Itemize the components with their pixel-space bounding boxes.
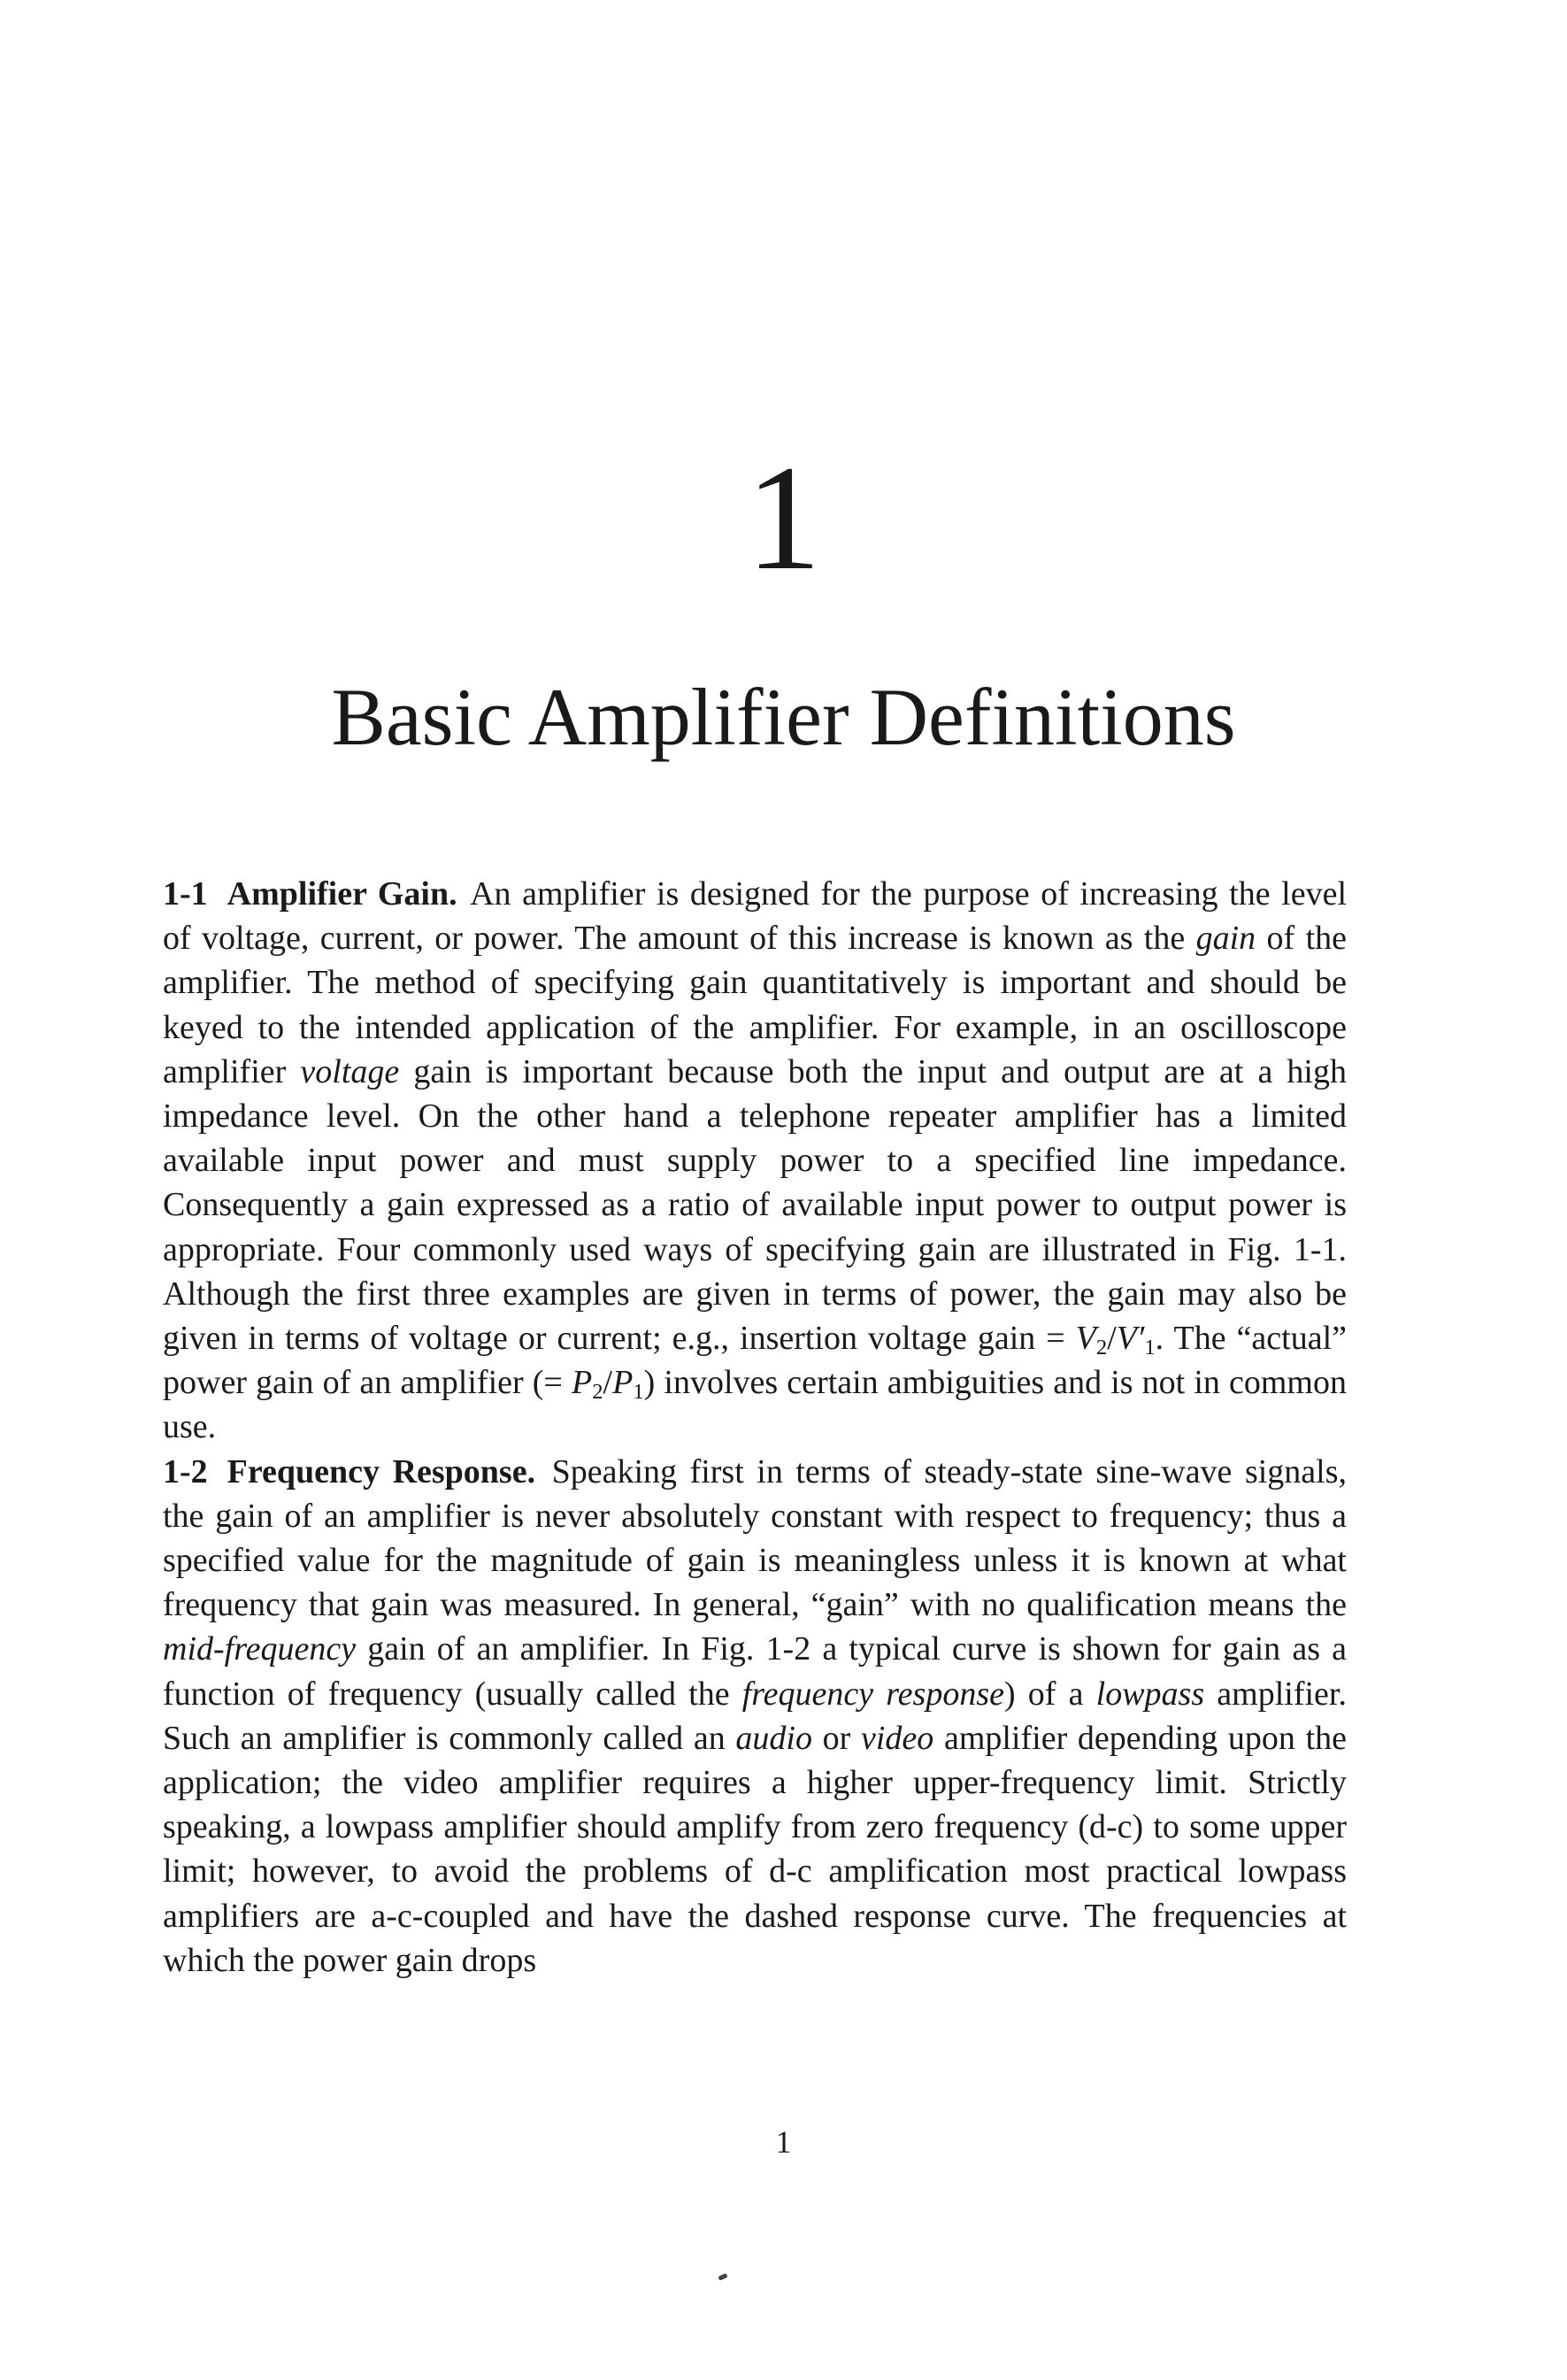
emphasis: mid-frequency xyxy=(163,1630,357,1668)
paragraph-text: gain of an amplifier. In Fig. 1-2 a typical curve is shown for gain as a function of frequency (usually called the xyxy=(163,1630,1347,1713)
math-symbol: V′ xyxy=(1116,1320,1145,1358)
math-expression xyxy=(1075,1320,1156,1360)
paragraph-text: of the amplifier. The method of specifying gain quantitatively is important and should be keyed to the intended application of the amplifier. For example, in an oscilloscope amplifier xyxy=(163,920,1347,1090)
paragraph-text: An amplifier is designed for the purpose of increasing the level of voltage, current, or power. The amount of this increase is known as the xyxy=(163,875,1348,958)
math-subscript: 1 xyxy=(1144,1336,1156,1360)
paragraph-text: amplifier. Such an amplifier is commonly called an xyxy=(163,1675,1347,1757)
body-text xyxy=(163,872,1347,1983)
section-1-1 xyxy=(163,872,1347,1450)
emphasis: audio xyxy=(735,1719,812,1757)
paragraph-text: Speaking first in terms of steady-state sine-wave signals, the gain of an amplifier is never absolutely constant with respect to frequency; thus a specified value for the magnitude of gain is meaningless unless it is known at what frequency that gain was measured. In general, “gain” with no qualification means the xyxy=(163,1452,1347,1624)
math-operator: / xyxy=(1107,1320,1117,1358)
math-subscript: 1 xyxy=(633,1380,644,1405)
section-title: Frequency Response. xyxy=(227,1452,536,1490)
page-number: 1 xyxy=(775,2124,792,2160)
paragraph-text: gain is important because both the input and output are at a high impedance level. On the other hand a telephone repeater amplifier has a limited available input power and must supply power to a specified line impedance. Consequently a gain expressed as a ratio of available input power to output power is appropriate. Four commonly used ways of specifying gain are illustrated in Fig. 1-1. Although the first three examples are given in terms of power, the gain may also be given in terms of voltage or current; e.g., insertion voltage gain = xyxy=(163,1052,1347,1358)
emphasis: video xyxy=(860,1719,934,1757)
chapter-title: Basic Amplifier Definitions xyxy=(331,672,1236,762)
math-expression xyxy=(571,1364,644,1405)
paragraph-text: . The “actual” power gain of an amplifier (= xyxy=(163,1320,1347,1402)
math-symbol: V xyxy=(1075,1320,1096,1358)
paragraph-text: ) involves certain ambiguities and is not in common use. xyxy=(163,1364,1347,1446)
emphasis: lowpass xyxy=(1095,1675,1205,1713)
math-subscript: 2 xyxy=(592,1380,603,1405)
chapter-number: 1 xyxy=(746,435,821,601)
math-symbol: P xyxy=(612,1364,634,1402)
paragraph-text: ) of a xyxy=(1003,1675,1096,1713)
print-speck xyxy=(718,2273,727,2281)
math-symbol: P xyxy=(571,1364,593,1402)
paragraph-text: amplifier depending upon the application; the video amplifier requires a higher upper-frequency limit. Strictly speaking, a lowpass amplifier should amplify from zero frequency (d-c) to some upper limit; however, to avoid the problems of d-c amplification most practical lowpass amplifiers are a-c-coupled and have the dashed response curve. The frequencies at which the power gain drops xyxy=(163,1719,1347,1979)
section-1-2 xyxy=(163,1450,1347,1983)
section-number: 1-1 xyxy=(163,875,208,913)
math-operator: / xyxy=(603,1364,613,1402)
emphasis: voltage xyxy=(300,1052,400,1090)
paragraph-text: or xyxy=(811,1719,861,1757)
section-title: Amplifier Gain. xyxy=(227,875,457,913)
section-number: 1-2 xyxy=(163,1452,208,1490)
math-subscript: 2 xyxy=(1095,1336,1108,1360)
emphasis: gain xyxy=(1195,920,1256,958)
emphasis: frequency response xyxy=(741,1675,1004,1713)
